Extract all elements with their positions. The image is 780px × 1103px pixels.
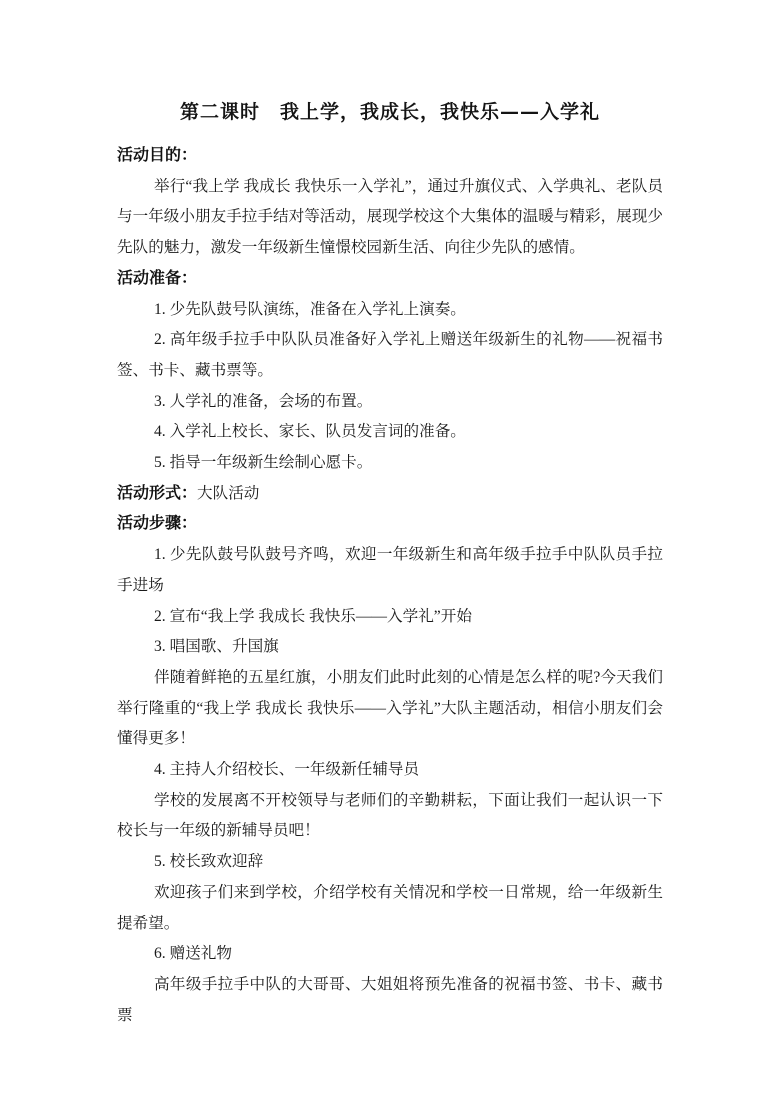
value-activity-format: 大队活动 <box>197 484 260 502</box>
step-narration-2: 学校的发展离不开校领导与老师们的辛勤耕耘，下面让我们一起认识一下校长与一年级的新辅导员吧！ <box>117 791 663 840</box>
step-narration-1: 伴随着鲜艳的五星红旗，小朋友们此时此刻的心情是怎么样的呢?今天我们举行隆重的“我上学 我成长 我快乐——入学礼”大队主题活动，相信小朋友们会懂得更多！ <box>117 668 663 748</box>
list-item-preparation-2: 2. 高年级手拉手中队队员准备好入学礼上赠送年级新生的礼物——祝福书签、书卡、藏书票等。 <box>117 331 663 379</box>
list-item-preparation-1: 1. 少先队鼓号队演练，准备在入学礼上演奏。 <box>154 300 466 318</box>
step-item-2: 2. 宣布“我上学 我成长 我快乐——入学礼”开始 <box>154 607 472 625</box>
step-item-3: 3. 唱国歌、升国旗 <box>154 638 279 656</box>
step-item-1: 1. 少先队鼓号队鼓号齐鸣，欢迎一年级新生和高年级手拉手中队队员手拉手进场 <box>117 546 663 594</box>
step-narration-4: 高年级手拉手中队的大哥哥、大姐姐将预先准备的祝福书签、书卡、藏书票 <box>117 975 663 1024</box>
list-item-preparation-4: 4. 入学礼上校长、家长、队员发言词的准备。 <box>154 423 466 441</box>
heading-activity-preparation: 活动准备： <box>117 269 198 287</box>
line-activity-format <box>117 479 663 510</box>
heading-activity-format: 活动形式： <box>117 484 198 502</box>
heading-activity-purpose: 活动目的： <box>117 147 198 164</box>
step-item-5: 5. 校长致欢迎辞 <box>154 853 264 871</box>
heading-activity-steps: 活动步骤： <box>117 515 198 533</box>
step-item-4: 4. 主持人介绍校长、一年级新任辅导员 <box>154 761 420 779</box>
step-item-6: 6. 赠送礼物 <box>154 945 232 963</box>
list-item-preparation-5: 5. 指导一年级新生绘制心愿卡。 <box>154 454 373 472</box>
list-item-preparation-3: 3. 人学礼的准备，会场的布置。 <box>154 392 373 410</box>
document-title: 第二课时 我上学，我成长，我快乐——入学礼 <box>179 101 600 123</box>
step-narration-3: 欢迎孩子们来到学校，介绍学校有关情况和学校一日常规，给一年级新生提希望。 <box>117 883 663 932</box>
paragraph-activity-purpose: 举行“我上学 我成长 我快乐一入学礼”，通过升旗仪式、入学典礼、老队员与一年级小朋友手拉手结对等活动，展现学校这个大集体的温暖与精彩，展现少先队的魅力，激发一年级新生憧憬校园新生活、向往少先队的感情。 <box>117 177 663 257</box>
